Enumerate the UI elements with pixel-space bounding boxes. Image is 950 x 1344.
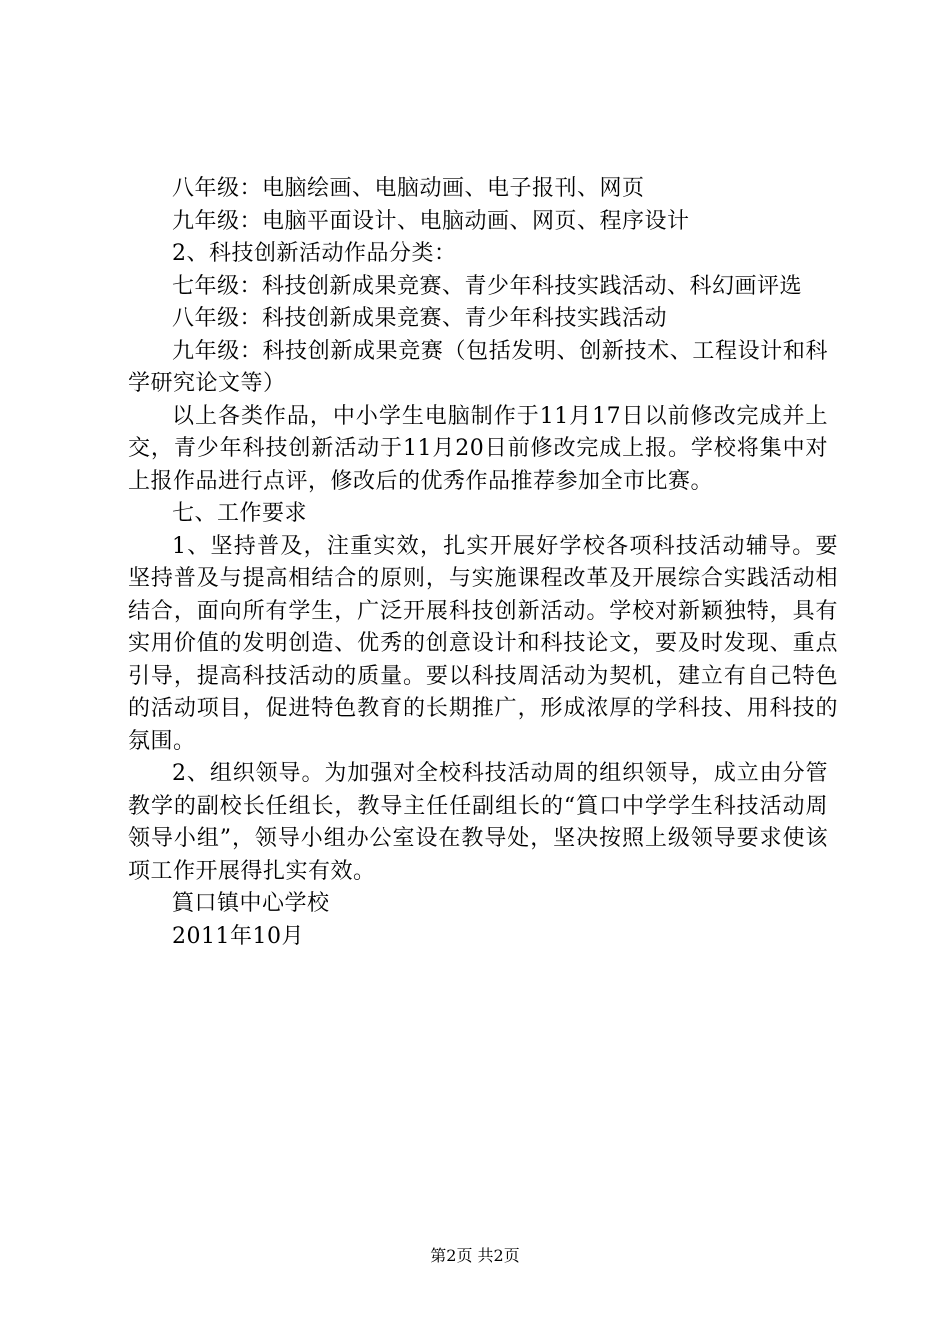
- signature-date: 2011年10月: [172, 923, 304, 949]
- paragraph-grade8-computer: 八年级：电脑绘画、电脑动画、电子报刊、网页: [172, 176, 645, 201]
- paragraph-requirement-2: 2、组织领导。为加强对全校科技活动周的组织领导，成立由分管教学的副校长任组长，教导主任任副组长的“篔口中学学生科技活动周领导小组”，领导小组办公室设在教导处，坚决按照上级领导要求使该项工作开展得扎实有效。: [128, 761, 828, 884]
- paragraph-grade9-computer: 九年级：电脑平面设计、电脑动画、网页、程序设计: [172, 208, 690, 234]
- page-footer: [0, 1246, 950, 1266]
- document-body: [128, 173, 838, 953]
- page-number-label: 第2页 共2页: [430, 1246, 520, 1265]
- paragraph-requirement-1: 1、坚持普及，注重实效，扎实开展好学校各项科技活动辅导。要坚持普及与提高相结合的原则，与实施课程改革及开展综合实践活动相结合，面向所有学生，广泛开展科技创新活动。学校对新颖独特，具有实用价值的发明创造、优秀的创意设计和科技论文，要及时发现、重点引导，提高科技活动的质量。要以科技周活动为契机，建立有自己特色的活动项目，促进特色教育的长期推广，形成浓厚的学科技、用科技的氛围。: [128, 533, 838, 754]
- paragraph-submission-deadlines: 以上各类作品，中小学生电脑制作于11月17日以前修改完成并上交，青少年科技创新活动于11月20日前修改完成上报。学校将集中对上报作品进行点评，修改后的优秀作品推荐参加全市比赛。: [128, 403, 828, 494]
- signature-school-name: 篔口镇中心学校: [172, 891, 330, 916]
- section-heading-work-requirements: 七、工作要求: [172, 501, 308, 526]
- paragraph-grade7-innovation: 七年级：科技创新成果竞赛、青少年科技实践活动、科幻画评选: [172, 273, 803, 299]
- paragraph-innovation-categories-heading: 2、科技创新活动作品分类：: [172, 241, 457, 266]
- paragraph-grade9-innovation: 九年级：科技创新成果竞赛（包括发明、创新技术、工程设计和科学研究论文等）: [128, 338, 828, 396]
- paragraph-grade8-innovation: 八年级：科技创新成果竞赛、青少年科技实践活动: [172, 306, 668, 331]
